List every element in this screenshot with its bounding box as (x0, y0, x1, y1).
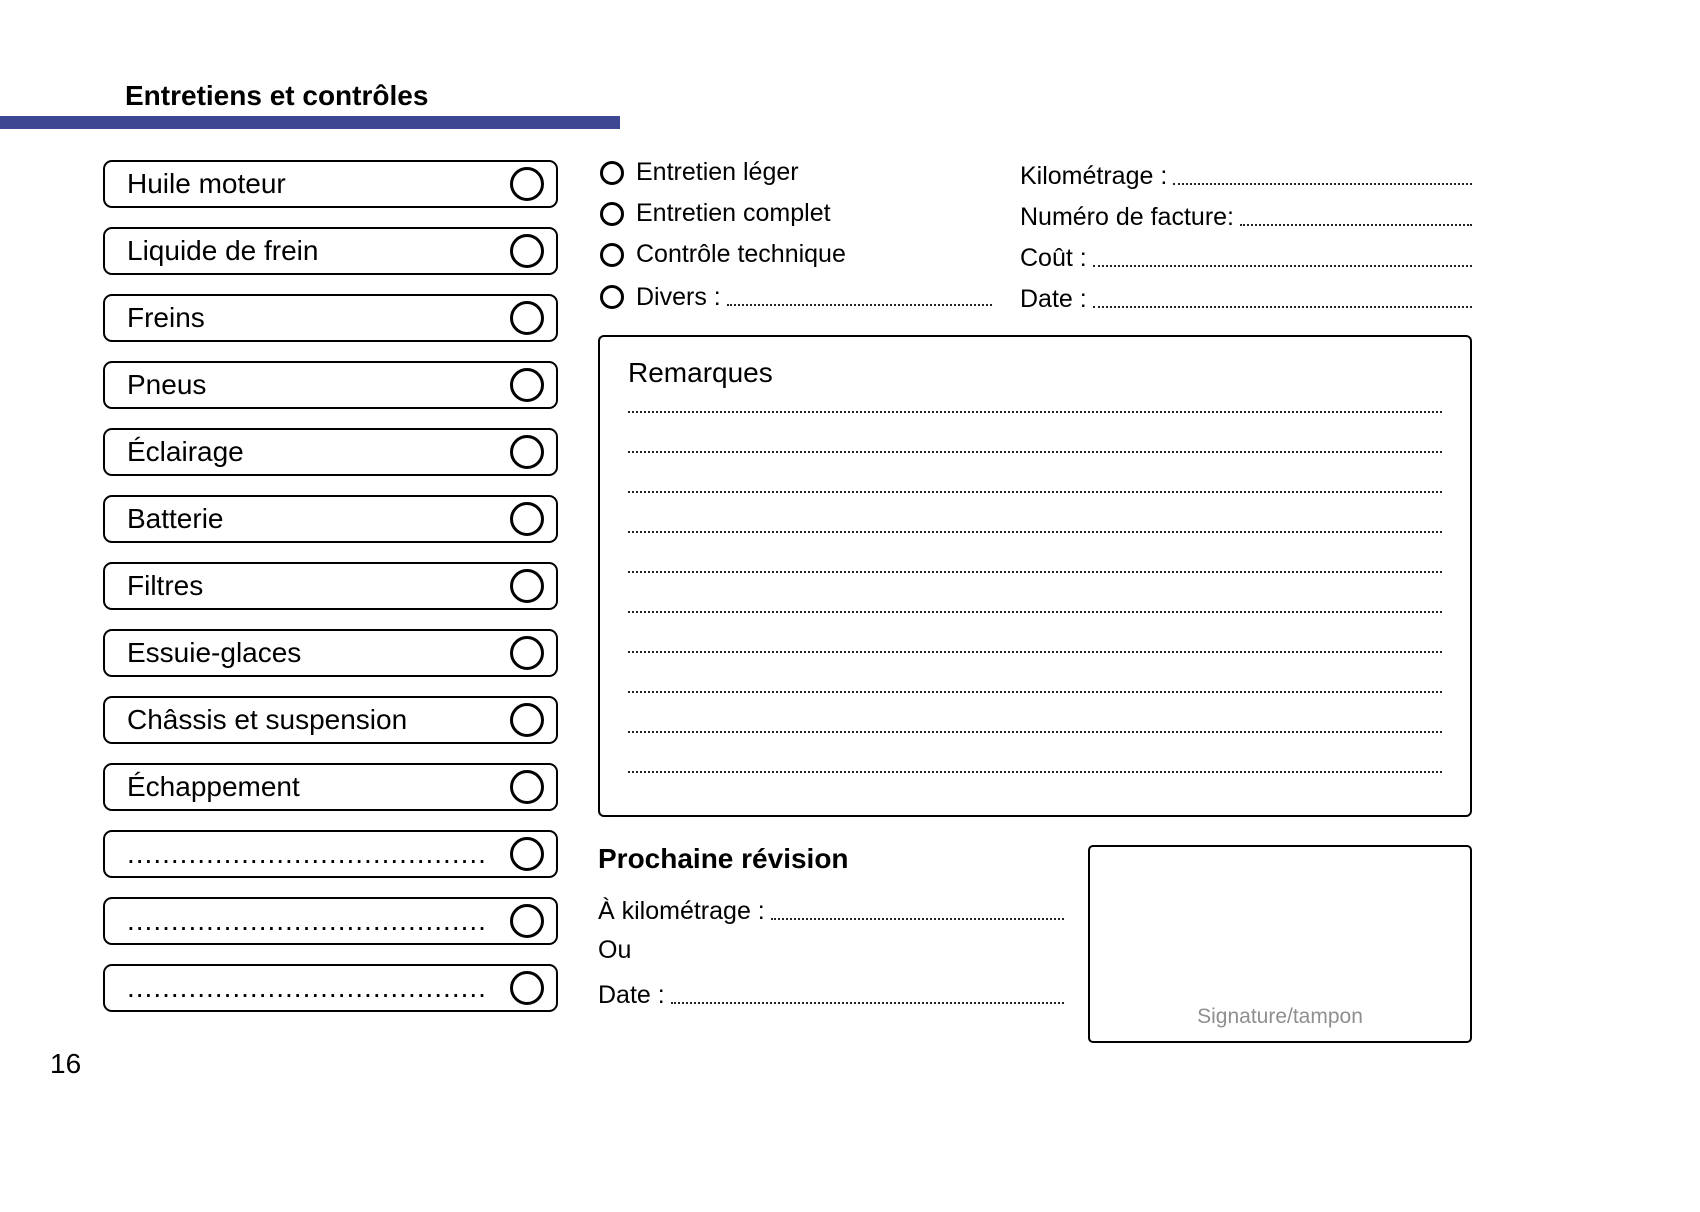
remarks-line (628, 413, 1442, 453)
remarks-line (628, 453, 1442, 493)
checkbox-circle-icon[interactable] (510, 904, 544, 938)
checklist-item-label: Essuie-glaces (127, 637, 302, 668)
checklist-item-label: Batterie (127, 503, 224, 534)
remarks-line (628, 613, 1442, 653)
fill-in-line (671, 1002, 1064, 1004)
checklist-item-label: Filtres (127, 570, 204, 601)
radio-circle-icon[interactable] (600, 202, 624, 226)
remarks-line (628, 733, 1442, 773)
accent-bar (0, 116, 620, 129)
remarks-line (628, 533, 1442, 573)
checkbox-circle-icon[interactable] (510, 636, 544, 670)
checklist-blank-line: ......................................... (127, 905, 487, 936)
radio-label: Contrôle technique (636, 240, 846, 268)
page-number: 16 (50, 1048, 82, 1079)
next-service-title: Prochaine révision (598, 843, 849, 874)
field-date (1020, 281, 1472, 314)
field-label: À kilométrage : (598, 897, 765, 925)
checklist-item-label: Freins (127, 302, 205, 333)
checklist-item-essuie-glaces (103, 629, 558, 677)
fill-in-line (1173, 183, 1472, 185)
remarks-title: Remarques (628, 357, 773, 388)
checkbox-circle-icon[interactable] (510, 837, 544, 871)
fill-in-line (1240, 224, 1472, 226)
radio-divers (600, 279, 992, 312)
checklist-blank-line: ......................................... (127, 972, 487, 1003)
divers-fill-in-line (727, 304, 992, 306)
page-title: Entretiens et contrôles (125, 80, 429, 111)
remarks-line (628, 653, 1442, 693)
fill-in-line (1093, 306, 1472, 308)
signature-box (1088, 845, 1472, 1043)
remarks-line (628, 693, 1442, 733)
checklist-item-label: Liquide de frein (127, 235, 319, 266)
fill-in-line (1093, 265, 1472, 267)
checkbox-circle-icon[interactable] (510, 569, 544, 603)
radio-label: Entretien léger (636, 158, 799, 186)
checklist-item-huile-moteur (103, 160, 558, 208)
checklist-item-chassis-suspension (103, 696, 558, 744)
invoice-fields (1020, 158, 1472, 322)
checklist-item-filtres (103, 562, 558, 610)
checkbox-circle-icon[interactable] (510, 435, 544, 469)
checklist-item-label: Pneus (127, 369, 207, 400)
radio-circle-icon[interactable] (600, 285, 624, 309)
remarks-line (628, 573, 1442, 613)
checklist-item-eclairage (103, 428, 558, 476)
checklist-item-blank-1 (103, 830, 558, 878)
next-service-km-field (598, 893, 1064, 926)
radio-circle-icon[interactable] (600, 161, 624, 185)
checklist-item-blank-2 (103, 897, 558, 945)
checkbox-circle-icon[interactable] (510, 368, 544, 402)
checkbox-circle-icon[interactable] (510, 971, 544, 1005)
radio-controle-technique (600, 238, 992, 271)
field-label: Kilométrage : (1020, 162, 1168, 190)
field-cout (1020, 240, 1472, 273)
checklist-item-liquide-de-frein (103, 227, 558, 275)
remarks-line (628, 373, 1442, 413)
checkbox-circle-icon[interactable] (510, 502, 544, 536)
remarks-line (628, 493, 1442, 533)
checklist-item-pneus (103, 361, 558, 409)
field-label: Coût : (1020, 244, 1087, 272)
remarks-box (598, 335, 1472, 817)
radio-entretien-leger (600, 156, 992, 189)
fill-in-line (771, 918, 1064, 920)
field-label: Date : (1020, 285, 1087, 313)
next-service-date-field (598, 977, 1064, 1010)
checklist-item-batterie (103, 495, 558, 543)
radio-entretien-complet (600, 197, 992, 230)
radio-label: Divers : (636, 283, 721, 311)
checklist-item-blank-3 (103, 964, 558, 1012)
radio-label: Entretien complet (636, 199, 831, 227)
checklist-item-freins (103, 294, 558, 342)
next-service-or-label: Ou (598, 936, 632, 964)
signature-label: Signature/tampon (1197, 1005, 1363, 1028)
checkbox-circle-icon[interactable] (510, 234, 544, 268)
field-label: Date : (598, 981, 665, 1009)
checklist-item-label: Huile moteur (127, 168, 286, 199)
checkbox-circle-icon[interactable] (510, 301, 544, 335)
checkbox-circle-icon[interactable] (510, 167, 544, 201)
checklist-item-echappement (103, 763, 558, 811)
checklist-item-label: Échappement (127, 771, 300, 802)
checklist-item-label: Châssis et suspension (127, 704, 408, 735)
checklist-item-label: Éclairage (127, 436, 244, 467)
remarks-lines (628, 373, 1442, 773)
checkbox-circle-icon[interactable] (510, 770, 544, 804)
field-kilometrage (1020, 158, 1472, 191)
service-type-options (600, 156, 992, 320)
maintenance-checklist (103, 160, 558, 1031)
radio-circle-icon[interactable] (600, 243, 624, 267)
field-numero-facture (1020, 199, 1472, 232)
checkbox-circle-icon[interactable] (510, 703, 544, 737)
field-label: Numéro de facture: (1020, 203, 1234, 231)
checklist-blank-line: ......................................... (127, 838, 487, 869)
